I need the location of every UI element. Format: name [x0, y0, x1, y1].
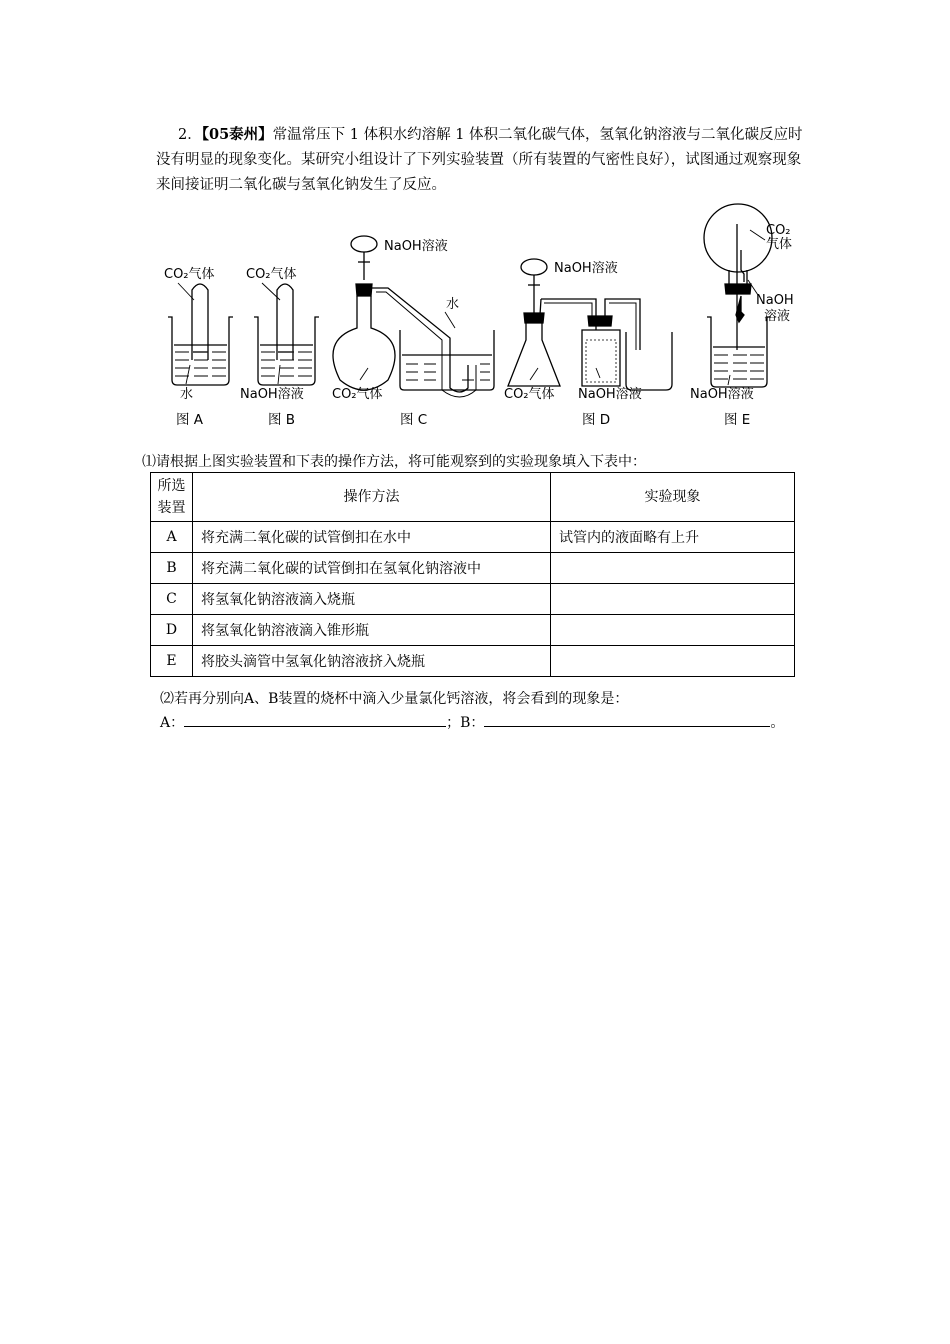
flask-d — [508, 259, 672, 390]
table-row — [151, 646, 795, 677]
question-text: 常温常压下 1 体积水约溶解 1 体积二氧化碳气体，氢氧化钠溶液与二氧化碳反应时没有明显的现象变化。某研究小组设计了下列实验装置（所有装置的气密性良好），试图通过观察现象来间接证明二氧化碳与氢氧化钠发生了反应。 — [156, 127, 803, 193]
label-c-water: 水 — [446, 297, 460, 312]
row-method: 将充满二氧化碳的试管倒扣在水中 — [193, 522, 551, 553]
answer-a-label: A： — [160, 715, 185, 731]
header-device-line2: 装置 — [157, 500, 186, 516]
row-method: 将充满二氧化碳的试管倒扣在氢氧化钠溶液中 — [193, 553, 551, 584]
row-method: 将氢氧化钠溶液滴入锥形瓶 — [193, 615, 551, 646]
question-source: 【05泰州】 — [201, 126, 273, 143]
answer-separator: ； — [446, 715, 461, 731]
table-row — [151, 615, 795, 646]
label-c-funnel: NaOH溶液 — [384, 239, 448, 254]
caption-d: 图 D — [582, 412, 611, 428]
caption-a: 图 A — [176, 412, 204, 428]
label-e-drop-2: 溶液 — [764, 309, 791, 324]
row-device: B — [151, 553, 193, 584]
label-d-liquid: NaOH溶液 — [578, 387, 642, 402]
row-device: E — [151, 646, 193, 677]
table-row — [151, 522, 795, 553]
part-2-instruction: ⑵若再分别向A、B装置的烧杯中滴入少量氯化钙溶液，将会看到的现象是： — [160, 691, 629, 707]
table-row — [151, 553, 795, 584]
label-e-liquid: NaOH溶液 — [690, 387, 754, 402]
answer-b-label: B： — [460, 715, 485, 731]
question-intro — [156, 122, 806, 198]
caption-e: 图 E — [724, 412, 751, 428]
label-e-gas-1: CO₂ — [766, 223, 791, 238]
answer-end: 。 — [770, 715, 785, 731]
caption-c: 图 C — [400, 412, 428, 428]
row-device: A — [151, 522, 193, 553]
flask-c — [333, 236, 494, 397]
label-d-funnel: NaOH溶液 — [554, 261, 618, 276]
row-phenomenon[interactable]: 试管内的液面略有上升 — [551, 522, 795, 553]
label-e-gas-2: 气体 — [766, 237, 793, 252]
label-d-gas: CO₂气体 — [504, 387, 555, 402]
row-phenomenon[interactable] — [551, 615, 795, 646]
beaker-a — [168, 283, 233, 385]
row-phenomenon[interactable] — [551, 646, 795, 677]
row-phenomenon[interactable] — [551, 553, 795, 584]
answer-a-blank[interactable] — [184, 712, 446, 727]
header-method: 操作方法 — [193, 473, 551, 522]
label-a-liquid: 水 — [180, 387, 194, 402]
table-row — [151, 584, 795, 615]
header-device — [151, 473, 193, 522]
answer-table — [150, 472, 795, 677]
row-phenomenon[interactable] — [551, 584, 795, 615]
row-method: 将氢氧化钠溶液滴入烧瓶 — [193, 584, 551, 615]
answer-b-blank[interactable] — [484, 712, 770, 727]
header-phenomenon: 实验现象 — [551, 473, 795, 522]
label-b-gas: CO₂气体 — [246, 267, 297, 282]
apparatus-figure — [150, 200, 810, 440]
table-header-row — [151, 473, 795, 522]
beaker-b — [254, 283, 319, 385]
caption-b: 图 B — [268, 412, 296, 428]
row-method: 将胶头滴管中氢氧化钠溶液挤入烧瓶 — [193, 646, 551, 677]
header-device-line1: 所选 — [157, 478, 186, 494]
label-a-gas: CO₂气体 — [164, 267, 215, 282]
row-device: C — [151, 584, 193, 615]
answer-line — [160, 712, 784, 732]
part-1-instruction: ⑴请根据上图实验装置和下表的操作方法，将可能观察到的实验现象填入下表中： — [142, 454, 646, 470]
label-b-liquid: NaOH溶液 — [240, 387, 304, 402]
label-e-drop-1: NaOH — [756, 293, 794, 308]
row-device: D — [151, 615, 193, 646]
label-c-gas: CO₂气体 — [332, 387, 383, 402]
question-number: 2． — [178, 127, 202, 143]
